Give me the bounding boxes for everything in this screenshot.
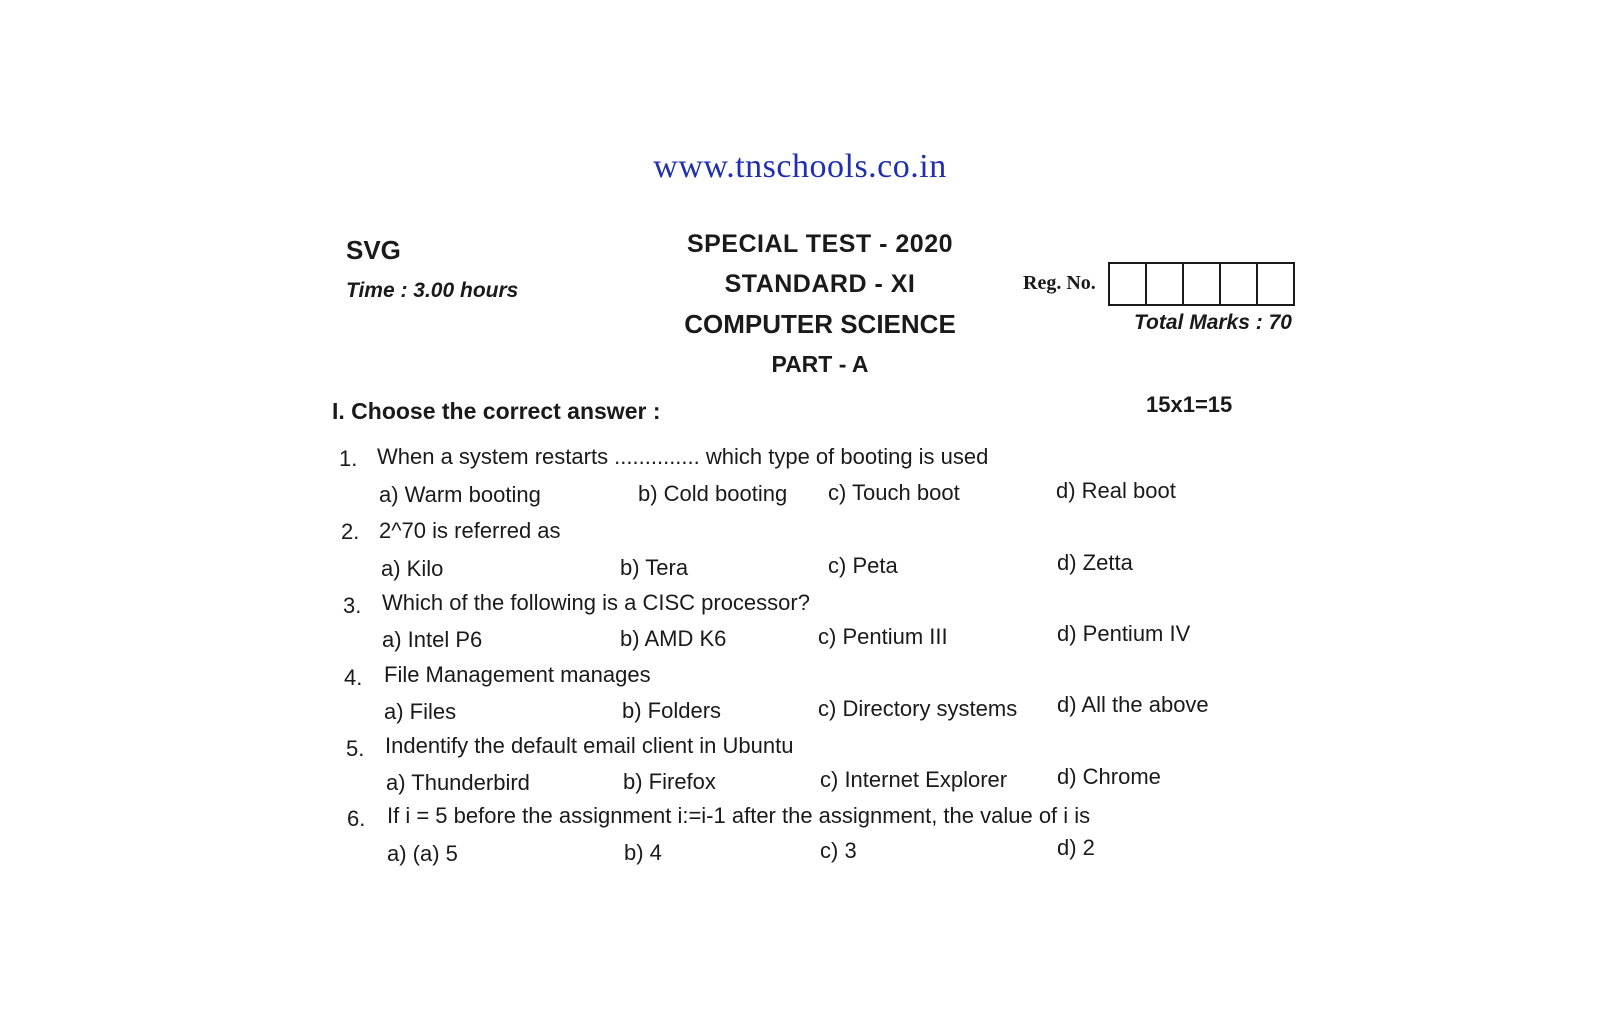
option-a: a) Files [384, 699, 457, 724]
exam-duration: Time : 3.00 hours [346, 279, 519, 302]
section-marks: 15x1=15 [1146, 392, 1233, 417]
option-c: c) 3 [820, 838, 857, 863]
option-a: a) Thunderbird [386, 770, 530, 795]
option-c: c) Internet Explorer [820, 767, 1008, 792]
option-c: c) Pentium III [818, 624, 948, 649]
question-number: 5. [346, 736, 365, 761]
option-a: a) Warm booting [379, 482, 541, 507]
question-number: 4. [344, 665, 363, 690]
reg-no-box [1184, 264, 1221, 304]
option-a: a) Intel P6 [382, 627, 483, 652]
option-d: d) Zetta [1057, 550, 1133, 575]
reg-no-box [1221, 264, 1258, 304]
reg-no-label: Reg. No. [1023, 272, 1096, 294]
total-marks: Total Marks : 70 [1134, 311, 1292, 334]
option-d: d) Chrome [1057, 764, 1161, 789]
option-a: a) (a) 5 [387, 841, 458, 866]
question-number: 2. [341, 519, 360, 544]
option-b: b) AMD K6 [620, 626, 727, 651]
question-text: 2^70 is referred as [379, 518, 561, 543]
option-b: b) 4 [624, 840, 662, 865]
question-text: Which of the following is a CISC processor? [382, 590, 810, 615]
option-b: b) Cold booting [638, 481, 788, 506]
website-url: www.tnschools.co.in [653, 148, 947, 185]
standard-label: STANDARD - XI [724, 270, 916, 298]
question-text: File Management manages [384, 662, 651, 687]
option-d: d) All the above [1057, 692, 1209, 717]
option-d: d) Real boot [1056, 478, 1176, 503]
option-c: c) Directory systems [818, 696, 1018, 721]
part-label: PART - A [771, 351, 869, 377]
paper-code: SVG [346, 235, 401, 265]
option-d: d) 2 [1057, 835, 1095, 860]
question-text: When a system restarts .............. which type of booting is used [377, 444, 989, 469]
option-b: b) Tera [620, 555, 689, 580]
option-a: a) Kilo [381, 556, 444, 581]
reg-no-box [1110, 264, 1147, 304]
option-c: c) Touch boot [828, 480, 960, 505]
option-c: c) Peta [828, 553, 898, 578]
section-title: I. Choose the correct answer : [332, 398, 661, 424]
question-text: Indentify the default email client in Ubuntu [385, 733, 794, 758]
test-title: SPECIAL TEST - 2020 [686, 230, 954, 258]
reg-no-box [1258, 264, 1293, 304]
question-number: 3. [343, 593, 362, 618]
option-d: d) Pentium IV [1057, 621, 1191, 646]
reg-no-box [1147, 264, 1184, 304]
option-b: b) Firefox [623, 769, 716, 794]
question-text: If i = 5 before the assignment i:=i-1 after the assignment, the value of i is [387, 803, 1091, 828]
option-b: b) Folders [622, 698, 722, 723]
question-number: 1. [339, 446, 358, 471]
question-number: 6. [347, 806, 366, 831]
subject-title: COMPUTER SCIENCE [684, 309, 956, 339]
reg-no-boxes [1108, 262, 1295, 306]
